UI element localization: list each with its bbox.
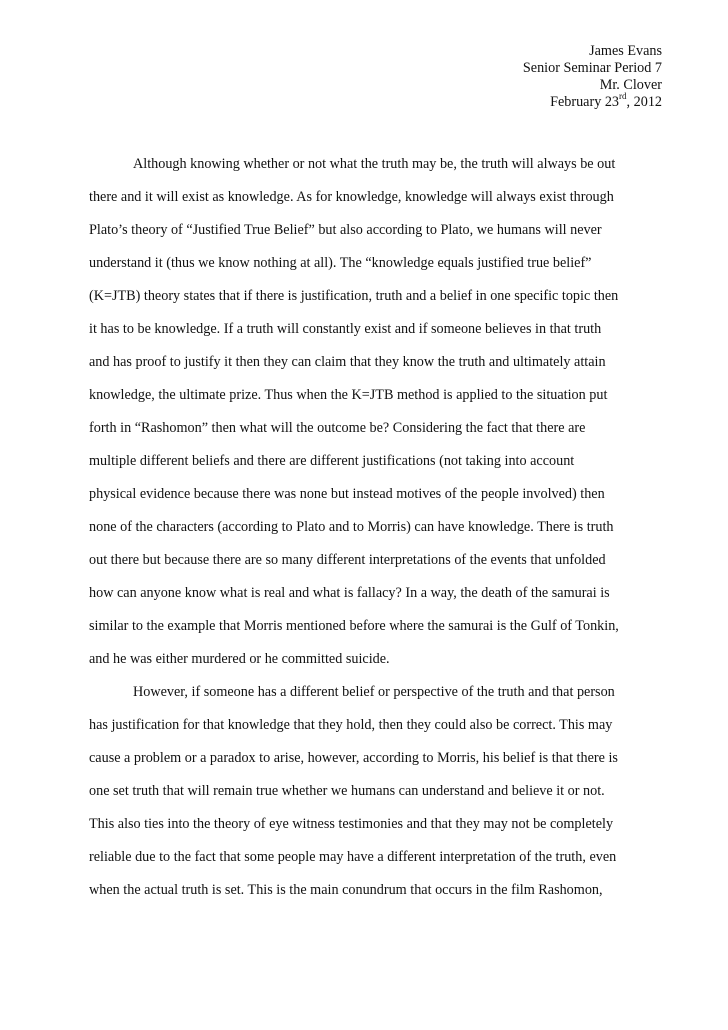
body-line: one set truth that will remain true whether we humans can understand and believe it or not. bbox=[89, 783, 605, 799]
body-line: reliable due to the fact that some people may have a different interpretation of the truth, even bbox=[89, 849, 617, 865]
course-name: Senior Seminar Period 7 bbox=[522, 60, 662, 76]
body-line: Although knowing whether or not what the truth may be, the truth will always be out bbox=[133, 156, 616, 172]
body-line: has justification for that knowledge that they hold, then they could also be correct. This may bbox=[89, 717, 613, 733]
body-line: cause a problem or a paradox to arise, however, according to Morris, his belief is that there is bbox=[89, 750, 618, 766]
body-line: forth in “Rashomon” then what will the outcome be? Considering the fact that there are bbox=[89, 420, 586, 436]
body-line: there and it will exist as knowledge. As for knowledge, knowledge will always exist through bbox=[89, 189, 614, 205]
date-ordinal-suffix: rd bbox=[619, 91, 627, 102]
body-line: and has proof to justify it then they can claim that they know the truth and ultimately attain bbox=[89, 354, 606, 370]
body-line: multiple different beliefs and there are different justifications (not taking into account bbox=[89, 453, 575, 469]
body-line: none of the characters (according to Plato and to Morris) can have knowledge. There is truth bbox=[89, 519, 614, 535]
essay-date bbox=[523, 91, 662, 111]
body-line: understand it (thus we know nothing at all). The “knowledge equals justified true belief” bbox=[89, 255, 592, 271]
body-line: physical evidence because there was none but instead motives of the people involved) then bbox=[89, 486, 605, 502]
body-line: it has to be knowledge. If a truth will constantly exist and if someone believes in that truth bbox=[89, 321, 602, 337]
essay-body bbox=[89, 148, 659, 907]
body-line: and he was either murdered or he committed suicide. bbox=[89, 651, 390, 667]
body-line: similar to the example that Morris mentioned before where the samurai is the Gulf of Tonkin, bbox=[89, 618, 619, 634]
body-line: how can anyone know what is real and what is fallacy? In a way, the death of the samurai is bbox=[89, 585, 610, 601]
date-month-day: February 23 bbox=[550, 94, 620, 110]
body-line: (K=JTB) theory states that if there is justification, truth and a belief in one specific topic then bbox=[89, 288, 619, 304]
body-line: when the actual truth is set. This is the main conundrum that occurs in the film Rashomon, bbox=[89, 882, 603, 898]
body-line: However, if someone has a different belief or perspective of the truth and that person bbox=[133, 684, 615, 700]
date-year: , 2012 bbox=[626, 94, 662, 110]
body-line: This also ties into the theory of eye witness testimonies and that they may not be completely bbox=[89, 816, 614, 832]
teacher-name: Mr. Clover bbox=[599, 77, 662, 93]
body-line: knowledge, the ultimate prize. Thus when the K=JTB method is applied to the situation put bbox=[89, 387, 608, 403]
body-line: out there but because there are so many different interpretations of the events that unfolded bbox=[89, 552, 606, 568]
author-name: James Evans bbox=[589, 43, 662, 59]
body-line: Plato’s theory of “Justified True Belief” but also according to Plato, we humans will never bbox=[89, 222, 602, 238]
essay-header bbox=[523, 43, 662, 111]
